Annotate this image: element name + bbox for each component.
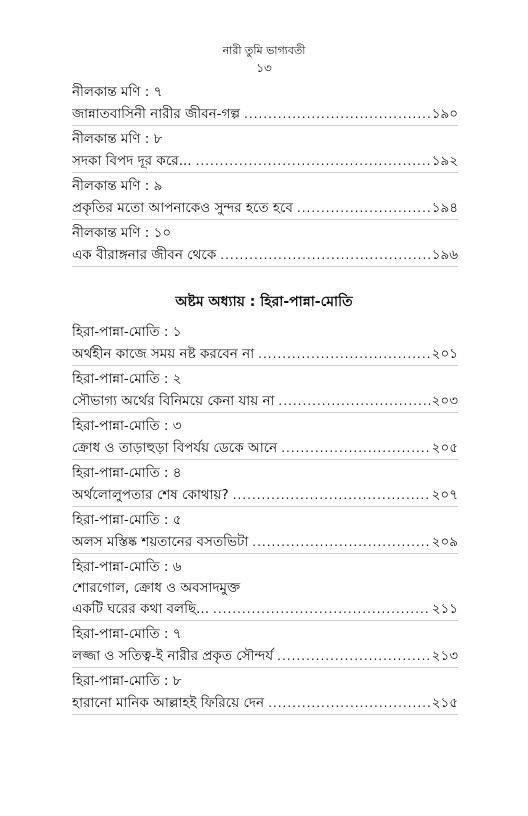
entry-line [72, 437, 458, 460]
entry-page: ২১৫ [431, 695, 458, 711]
entry-label: হিরা-পান্না-মোতি : ৩ [72, 418, 182, 434]
dot-leader [258, 343, 430, 365]
toc-entry [72, 369, 458, 413]
entry-title: অলস মস্তিষ্ক শয়তানের বসতভিটা [72, 534, 249, 550]
entry-title: হারানো মানিক আল্লাহই ফিরিয়ে দেন [72, 695, 265, 711]
entry-label: নীলকান্ত মণি : ৯ [72, 178, 163, 194]
entry-page: ২০১ [431, 346, 458, 362]
entry-title: ক্রোধ ও তাড়াহুড়া বিপর্যয় ডেকে আনে [72, 440, 278, 456]
entry-label: হিরা-পান্না-মোতি : ৬ [72, 559, 182, 575]
entry-line [72, 531, 458, 554]
toc-entry [72, 557, 458, 621]
entry-title: জান্নাতবাসিনী নারীর জীবন-গল্প [72, 106, 241, 122]
entry-page: ২০৩ [431, 393, 458, 409]
dot-leader [268, 692, 430, 714]
entry-page: ২০৫ [431, 440, 458, 456]
entry-page: ২১৩ [431, 648, 458, 664]
entry-page: ১৯৪ [431, 200, 458, 216]
entry-line [72, 645, 458, 668]
entry-line [72, 343, 458, 366]
dot-leader [252, 531, 429, 553]
toc-entry [72, 322, 458, 366]
entry-page: ১৯৬ [431, 247, 458, 263]
entry-page: ১৯০ [431, 106, 458, 122]
dot-leader [297, 197, 430, 219]
entry-label: নীলকান্ত মণি : ৮ [72, 131, 163, 147]
entry-line [72, 692, 458, 715]
chapter-heading: অষ্টম অধ্যায় : হিরা-পান্না-মোতি [175, 294, 353, 310]
entry-title: অর্থলোলুপতার শেষ কোথায়? [72, 487, 229, 503]
running-title: নারী তুমি ভাগ্যবতী [222, 44, 306, 57]
entry-title: একটি ঘরের কথা বলছি... [72, 601, 210, 617]
entry-title: সদকা বিপদ দূর করে... [72, 153, 192, 169]
toc-entry [72, 129, 458, 173]
dot-leader [278, 390, 429, 412]
entry-label: হিরা-পান্না-মোতি : ২ [72, 371, 182, 387]
entry-label: হিরা-পান্না-মোতি : ১ [72, 324, 182, 340]
entry-title: লজ্জা ও সতিত্ব-ই নারীর প্রকৃত সৌন্দর্য [72, 648, 274, 664]
entry-label: হিরা-পান্না-মোতি : ৫ [72, 512, 182, 528]
toc-section-hira-panna-moti [72, 322, 458, 718]
entry-line [72, 150, 458, 173]
toc-section-nilkanto [72, 82, 458, 270]
entry-label: নীলকান্ত মণি : ৭ [72, 84, 163, 100]
entry-page: ২০৯ [431, 534, 458, 550]
dot-leader [244, 103, 430, 125]
toc-entry [72, 510, 458, 554]
entry-line [72, 103, 458, 126]
toc-entry [72, 624, 458, 668]
toc-entry [72, 176, 458, 220]
entry-label: হিরা-পান্না-মোতি : ৪ [72, 465, 182, 481]
dot-leader [196, 150, 430, 172]
entry-page: ২০৭ [431, 487, 458, 503]
toc-entry [72, 223, 458, 267]
dot-leader [281, 437, 429, 459]
entry-line [72, 484, 458, 507]
dot-leader [277, 645, 430, 667]
entry-line [72, 244, 458, 267]
entry-label: হিরা-পান্না-মোতি : ৭ [72, 626, 182, 642]
entry-label: নীলকান্ত মণি : ১০ [72, 225, 172, 241]
toc-entry [72, 463, 458, 507]
page-number: ১৩ [256, 61, 272, 75]
entry-title: অর্থহীন কাজে সময় নষ্ট করবেন না [72, 346, 255, 362]
entry-line [72, 197, 458, 220]
entry-title: প্রকৃতির মতো আপনাকেও সুন্দর হতে হবে [72, 200, 293, 216]
entry-title-line1: শোরগোল, ক্রোধ ও অবসাদমুক্ত [72, 580, 241, 596]
toc-entry [72, 416, 458, 460]
dot-leader [213, 598, 430, 620]
entry-title: সৌভাগ্য অর্থের বিনিময়ে কেনা যায় না [72, 393, 275, 409]
entry-label: হিরা-পান্না-মোতি : ৮ [72, 673, 182, 689]
entry-line [72, 598, 458, 621]
toc-entry [72, 82, 458, 126]
dot-leader [233, 484, 430, 506]
toc-entry [72, 671, 458, 715]
entry-page: ১৯২ [431, 153, 458, 169]
entry-title: এক বীরাঙ্গনার জীবন থেকে [72, 247, 217, 263]
dot-leader [220, 244, 429, 266]
entry-page: ২১১ [431, 601, 458, 617]
entry-line [72, 390, 458, 413]
